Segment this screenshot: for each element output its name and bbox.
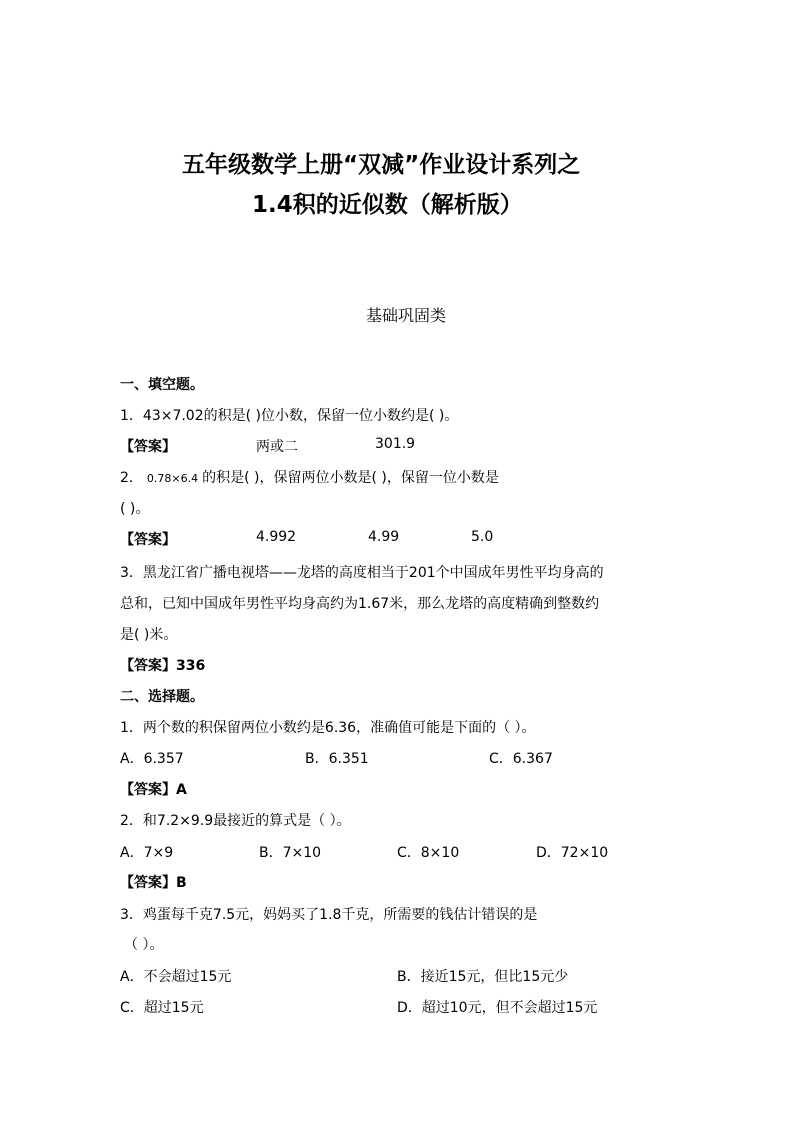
p1-q2-prefix: 2． [120,470,143,486]
p1-q1-answer-label: 【答案】 [120,439,176,455]
p2-q1-option-a: A．6.357 [120,751,184,767]
p2-q2-option-a: A．7×9 [120,845,174,861]
p2-q1-answer: 【答案】A [120,782,187,798]
p1-q2-expression: 0.78×6.4 [146,472,199,485]
p1-q1-text: 1．43×7.02的积是( )位小数，保留一位小数约是( )。 [120,408,459,424]
p2-q3-line1: 3．鸡蛋每千克7.5元，妈妈买了1.8千克，所需要的钱估计错误的是 [120,907,538,923]
section-title: 基础巩固类 [366,306,447,325]
p1-q2-text [120,467,499,487]
p1-q3-line3: 是( )米。 [120,627,178,643]
p2-q2-answer: 【答案】B [120,875,187,891]
p2-q2-option-b: B．7×10 [259,845,322,861]
p1-q2-answer-1: 4.992 [256,529,297,545]
p1-q3-line2: 总和，已知中国成年男性平均身高约为1.67米，那么龙塔的高度精确到整数约 [120,596,600,612]
p2-q3-option-d: D．超过10元，但不会超过15元 [397,1000,598,1016]
p2-q3-option-c: C．超过15元 [120,1000,204,1016]
p2-q2-option-c: C．8×10 [397,845,460,861]
p2-q3-option-a: A．不会超过15元 [120,969,232,985]
part1-heading: 一、填空题。 [120,377,204,393]
p1-q2-answer-label: 【答案】 [120,532,176,548]
p2-q3-option-b: B．接近15元，但比15元少 [397,969,569,985]
p1-q3-answer: 【答案】336 [120,658,206,674]
p1-q1-answer-1: 两或二 [256,439,298,455]
doc-title-line2: 1.4积的近似数（解析版） [252,192,523,218]
p1-q3-line1: 3．黑龙江省广播电视塔——龙塔的高度相当于201个中国成年男性平均身高的 [120,565,604,581]
p1-q2-answer-2: 4.99 [368,529,400,545]
p2-q1-option-b: B．6.351 [305,751,369,767]
p2-q1-text: 1．两个数的积保留两位小数约是6.36，准确值可能是下面的（ ）。 [120,720,536,736]
p2-q1-option-c: C．6.367 [489,751,553,767]
part2-heading: 二、选择题。 [120,689,204,705]
p1-q2-line2: ( )。 [120,501,150,517]
p2-q3-line2: （ ）。 [124,937,164,953]
p1-q2-rest: 的积是( )，保留两位小数是( )，保留一位小数是 [202,470,499,486]
p1-q2-answer-3: 5.0 [471,529,494,545]
p2-q2-text: 2．和7.2×9.9最接近的算式是（ ）。 [120,813,351,829]
doc-title-line1: 五年级数学上册“双减”作业设计系列之 [182,152,581,178]
p1-q1-answer-2: 301.9 [375,436,416,452]
p2-q2-option-d: D．72×10 [536,845,609,861]
